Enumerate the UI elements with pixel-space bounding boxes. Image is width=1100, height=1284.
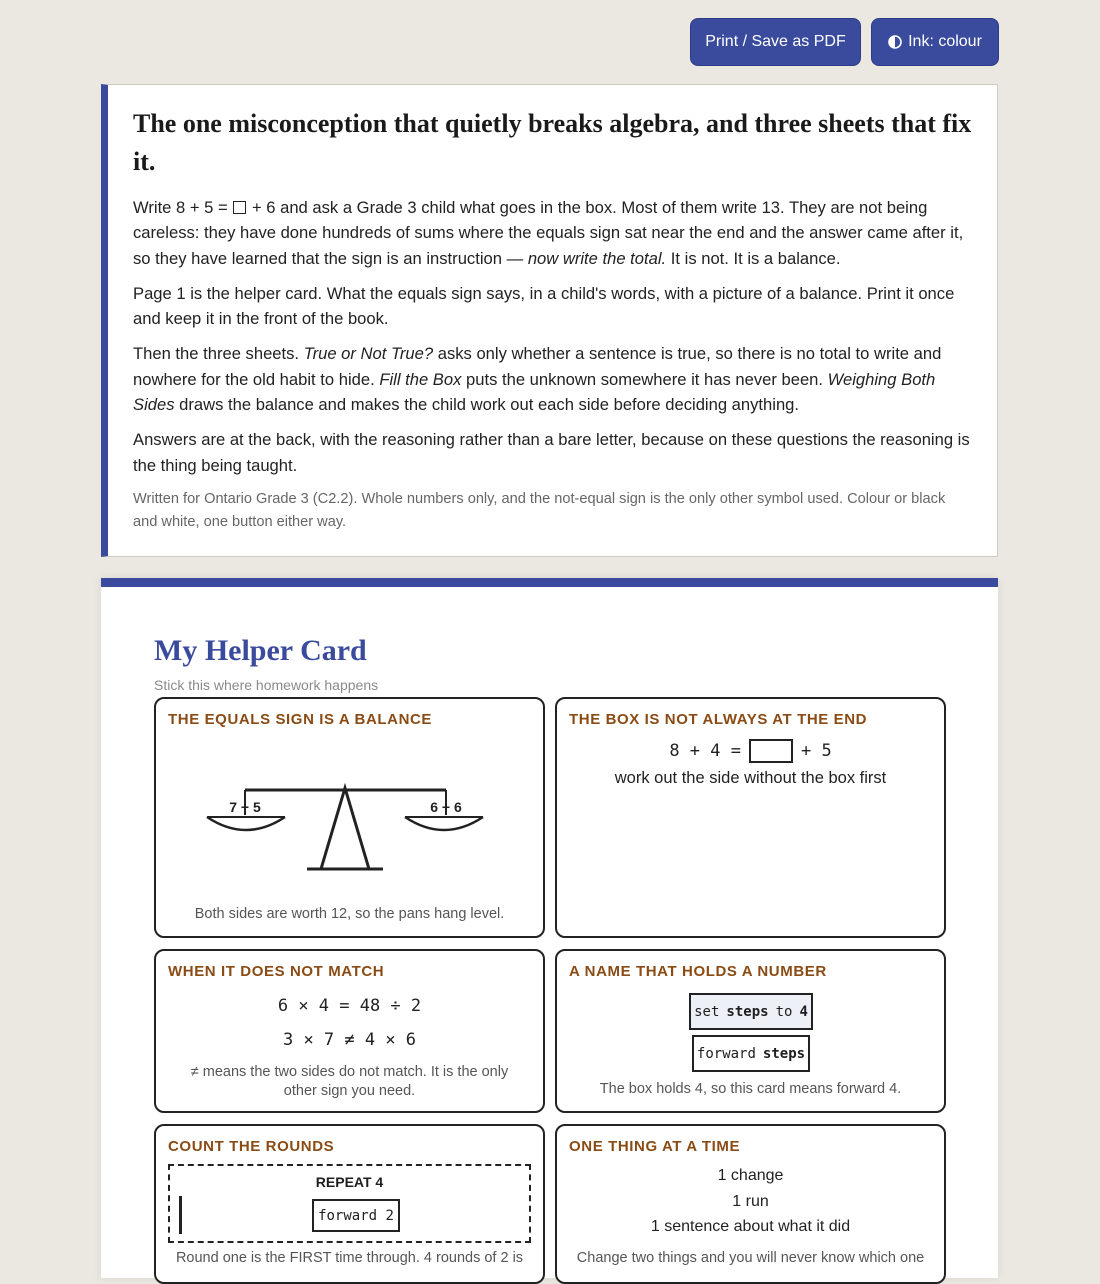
forward-steps-block xyxy=(692,1035,810,1072)
card-variable xyxy=(555,949,946,1113)
card-rounds xyxy=(154,1124,545,1284)
intro-paragraph-3 xyxy=(133,341,973,417)
print-save-pdf-button[interactable] xyxy=(690,18,861,66)
code-steps: steps xyxy=(726,1003,769,1020)
card-caption: The box holds 4, so this card means forward 4. xyxy=(599,1081,902,1097)
step-change: 1 change xyxy=(717,1167,784,1184)
card-title: THE BOX IS NOT ALWAYS AT THE END xyxy=(569,711,868,728)
card-caption: Change two things and you will never know which one xyxy=(576,1250,925,1266)
p1-part-b: + 6 and ask a Grade 3 child what goes in the box. Most of them write 13. They are not being careless: they have done hundreds of sums where the equals sign sat near the end and the answer came after it, so they have learned that the sign is an instruction — xyxy=(133,198,964,268)
card-caption: work out the side without the box first xyxy=(614,769,887,787)
sheet-subtitle: Stick this where homework happens xyxy=(154,677,379,693)
card-one-thing xyxy=(555,1124,946,1284)
step-sentence: 1 sentence about what it did xyxy=(650,1218,851,1235)
answer-box-icon xyxy=(749,739,793,763)
p3-part-e: puts the unknown somewhere it has never been. xyxy=(466,369,824,389)
card-caption: Both sides are worth 12, so the pans hang level. xyxy=(194,906,505,922)
card-title: COUNT THE ROUNDS xyxy=(168,1138,335,1155)
card-box-position xyxy=(555,697,946,938)
ink-colour-toggle-button[interactable] xyxy=(871,18,999,66)
sheet-name-true-or-not: True or Not True? xyxy=(303,344,434,364)
print-button-label: Print / Save as PDF xyxy=(705,33,846,50)
card-title: WHEN IT DOES NOT MATCH xyxy=(168,963,385,980)
sheet-name-weighing: Weighing Both Sides xyxy=(133,369,936,415)
p3-part-c: asks only whether a sentence is true, so there is no total to write and nowhere for the old habit to hide. xyxy=(133,344,942,389)
intro-panel xyxy=(101,84,998,557)
code-steps: steps xyxy=(762,1045,806,1062)
repeat-label: REPEAT 4 xyxy=(315,1174,384,1190)
card-caption: Round one is the FIRST time through. 4 rounds of 2 is xyxy=(175,1250,524,1266)
code-set: set xyxy=(694,1003,720,1020)
code-forward: forward xyxy=(696,1045,756,1062)
ink-button-label: Ink: colour xyxy=(908,33,982,50)
intro-paragraph-4: Answers are at the back, with the reasoning rather than a bare letter, because on these questions the reasoning is the thing being taught. xyxy=(133,430,970,475)
balance-scale-icon xyxy=(201,777,491,877)
card-mismatch xyxy=(154,949,545,1113)
helper-card-sheet xyxy=(101,578,998,1278)
loop-bar xyxy=(179,1196,182,1234)
left-pan-label: 7 + 5 xyxy=(229,799,261,815)
box-equation xyxy=(557,739,944,763)
p1-part-d: It is not. It is a balance. xyxy=(670,248,841,268)
set-steps-block xyxy=(689,993,813,1030)
code-to: to xyxy=(775,1003,793,1020)
intro-title: The one misconception that quietly breaks algebra, and three sheets that fix it. xyxy=(133,109,972,176)
intro-note: Written for Ontario Grade 3 (C2.2). Whole numbers only, and the not-equal sign is the only other symbol used. Colour or black and white, one button either way. xyxy=(133,490,946,530)
intro-paragraph-1 xyxy=(133,195,973,271)
code-value: 4 xyxy=(799,1003,808,1020)
sheet-name-fill-the-box: Fill the Box xyxy=(379,369,462,389)
repeat-block xyxy=(168,1164,531,1243)
card-title: ONE THING AT A TIME xyxy=(569,1138,741,1155)
p3-part-g: draws the balance and makes the child work out each side before deciding anything. xyxy=(179,395,800,415)
card-balance xyxy=(154,697,545,938)
equation-equal: 6 × 4 = 48 ÷ 2 xyxy=(277,996,422,1016)
half-circle-icon xyxy=(888,35,902,49)
equation-right: + 5 xyxy=(800,741,832,761)
equation-left: 8 + 4 = xyxy=(669,741,741,761)
right-pan-label: 6 + 6 xyxy=(430,799,462,815)
card-caption: ≠ means the two sides do not match. It is the only other sign you need. xyxy=(190,1064,509,1099)
sheet-title: My Helper Card xyxy=(154,634,367,667)
step-run: 1 run xyxy=(732,1193,769,1210)
empty-box-icon xyxy=(233,201,246,214)
forward-block: forward 2 xyxy=(312,1199,400,1232)
card-title: A NAME THAT HOLDS A NUMBER xyxy=(569,963,827,980)
p1-emphasis: now write the total. xyxy=(527,248,667,268)
equation-not-equal: 3 × 7 ≠ 4 × 6 xyxy=(282,1030,417,1050)
p3-part-a: Then the three sheets. xyxy=(133,344,300,364)
p1-part-a: Write 8 + 5 = xyxy=(133,198,228,217)
intro-paragraph-2: Page 1 is the helper card. What the equals sign says, in a child's words, with a picture of a balance. Print it once and keep it in the front of the book. xyxy=(133,283,955,329)
card-title: THE EQUALS SIGN IS A BALANCE xyxy=(168,711,433,728)
